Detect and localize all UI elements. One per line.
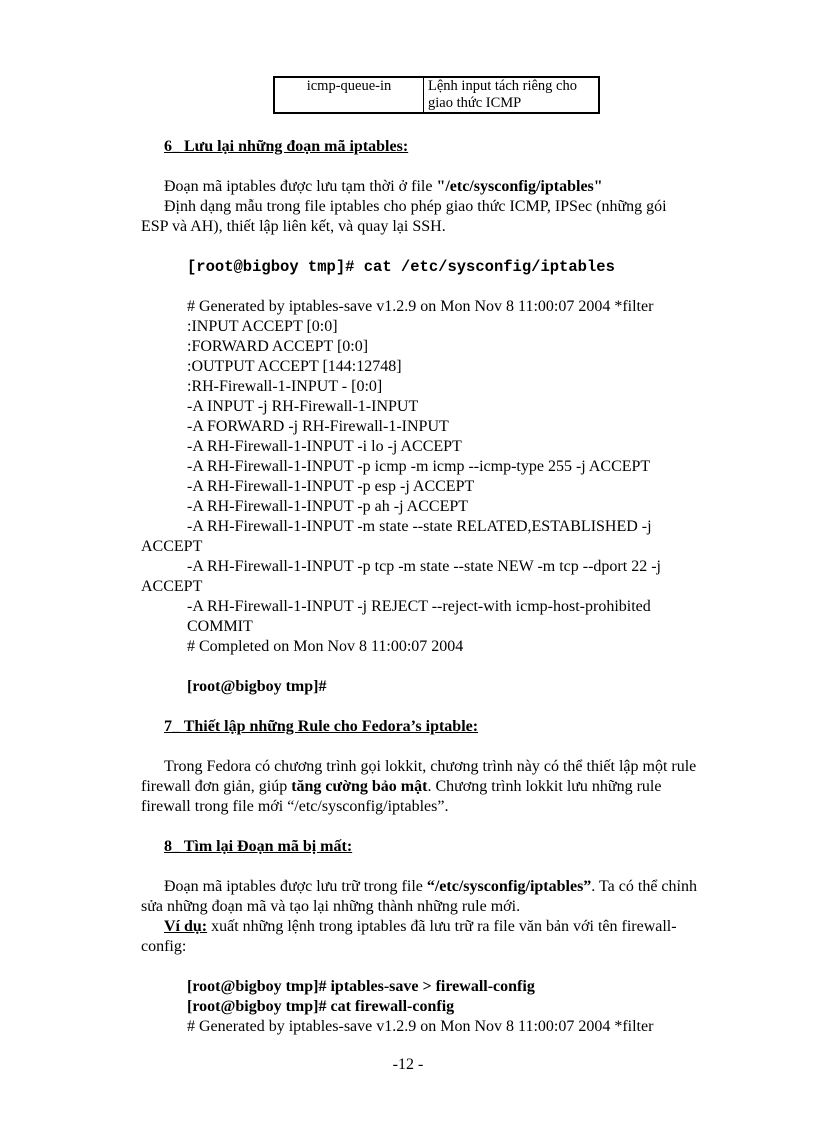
listing-line: -A RH-Firewall-1-INPUT -p tcp -m state --state NEW -m tcp --dport 22 -j — [187, 558, 661, 575]
paragraph-text: . Ta có thể chỉnh — [591, 878, 697, 895]
listing-line: -A RH-Firewall-1-INPUT -p esp -j ACCEPT — [187, 478, 475, 495]
listing-line: COMMIT — [187, 618, 253, 635]
listing-line: -A RH-Firewall-1-INPUT -i lo -j ACCEPT — [187, 438, 462, 455]
shell-command: [root@bigboy tmp]# cat firewall-config — [187, 998, 455, 1015]
listing-line: -A INPUT -j RH-Firewall-1-INPUT — [187, 398, 419, 415]
listing-line: # Generated by iptables-save v1.2.9 on Mon Nov 8 11:00:07 2004 *filter — [187, 1018, 654, 1035]
paragraph-line: Trong Fedora có chương trình gọi lokkit, chương trình này có thể thiết lập một rule — [164, 758, 697, 775]
paragraph-text: . Chương trình lokkit lưu những rule — [427, 778, 662, 795]
file-path: “/etc/sysconfig/iptables” — [426, 878, 592, 895]
paragraph-line: ESP và AH), thiết lập liên kết, và quay lại SSH. — [141, 218, 446, 235]
file-path: "/etc/sysconfig/iptables" — [436, 178, 603, 195]
paragraph-line — [164, 177, 603, 197]
emphasis-text: tăng cường bảo mật — [291, 778, 428, 795]
section-6-heading: 6_ Lưu lại những đoạn mã iptables: — [164, 138, 409, 155]
paragraph-line — [141, 777, 661, 797]
example-label: Ví dụ: — [164, 918, 208, 935]
paragraph-text: xuất những lệnh trong iptables đã lưu trữ ra file văn bản với tên firewall- — [207, 918, 677, 935]
listing-line: # Completed on Mon Nov 8 11:00:07 2004 — [187, 638, 464, 655]
description-cell — [424, 77, 600, 113]
paragraph-line: firewall trong file mới “/etc/sysconfig/iptables”. — [141, 798, 449, 815]
paragraph-line — [164, 877, 697, 897]
section-7-heading: 7_ Thiết lập những Rule cho Fedora’s iptable: — [164, 718, 479, 735]
paragraph-line: sửa những đoạn mã và tạo lại những thành những rule mới. — [141, 898, 521, 915]
paragraph-text: Đoạn mã iptables được lưu trữ trong file — [164, 878, 427, 895]
listing-line: :RH-Firewall-1-INPUT - [0:0] — [187, 378, 383, 395]
command-table — [273, 76, 600, 114]
listing-line: -A RH-Firewall-1-INPUT -p ah -j ACCEPT — [187, 498, 469, 515]
shell-command: [root@bigboy tmp]# cat /etc/sysconfig/iptables — [187, 258, 615, 276]
command-cell: icmp-queue-in — [274, 77, 424, 113]
listing-line: :INPUT ACCEPT [0:0] — [187, 318, 338, 335]
listing-line: :FORWARD ACCEPT [0:0] — [187, 338, 369, 355]
description-line: giao thức ICMP — [428, 95, 522, 111]
listing-line: :OUTPUT ACCEPT [144:12748] — [187, 358, 402, 375]
listing-line: -A FORWARD -j RH-Firewall-1-INPUT — [187, 418, 449, 435]
page-number: -12 - — [392, 1056, 424, 1073]
paragraph-text: firewall đơn giản, giúp — [141, 778, 292, 795]
listing-line: -A RH-Firewall-1-INPUT -p icmp -m icmp --icmp-type 255 -j ACCEPT — [187, 458, 651, 475]
table-row — [274, 77, 599, 113]
paragraph-line — [164, 917, 677, 937]
listing-line: -A RH-Firewall-1-INPUT -j REJECT --reject-with icmp-host-prohibited — [187, 598, 651, 615]
description-line: Lệnh input tách riêng cho — [428, 78, 577, 94]
paragraph-line: config: — [141, 938, 187, 955]
listing-line: -A RH-Firewall-1-INPUT -m state --state RELATED,ESTABLISHED -j — [187, 518, 652, 535]
listing-line: ACCEPT — [141, 578, 203, 595]
paragraph-text: Đoạn mã iptables được lưu tạm thời ở file — [164, 178, 437, 195]
paragraph-line: Định dạng mẫu trong file iptables cho phép giao thức ICMP, IPSec (những gói — [164, 198, 667, 215]
shell-prompt: [root@bigboy tmp]# — [187, 678, 327, 695]
section-8-heading: 8_ Tìm lại Đoạn mã bị mất: — [164, 838, 353, 855]
listing-line: ACCEPT — [141, 538, 203, 555]
listing-line: # Generated by iptables-save v1.2.9 on Mon Nov 8 11:00:07 2004 *filter — [187, 298, 654, 315]
shell-command: [root@bigboy tmp]# iptables-save > firewall-config — [187, 978, 535, 995]
